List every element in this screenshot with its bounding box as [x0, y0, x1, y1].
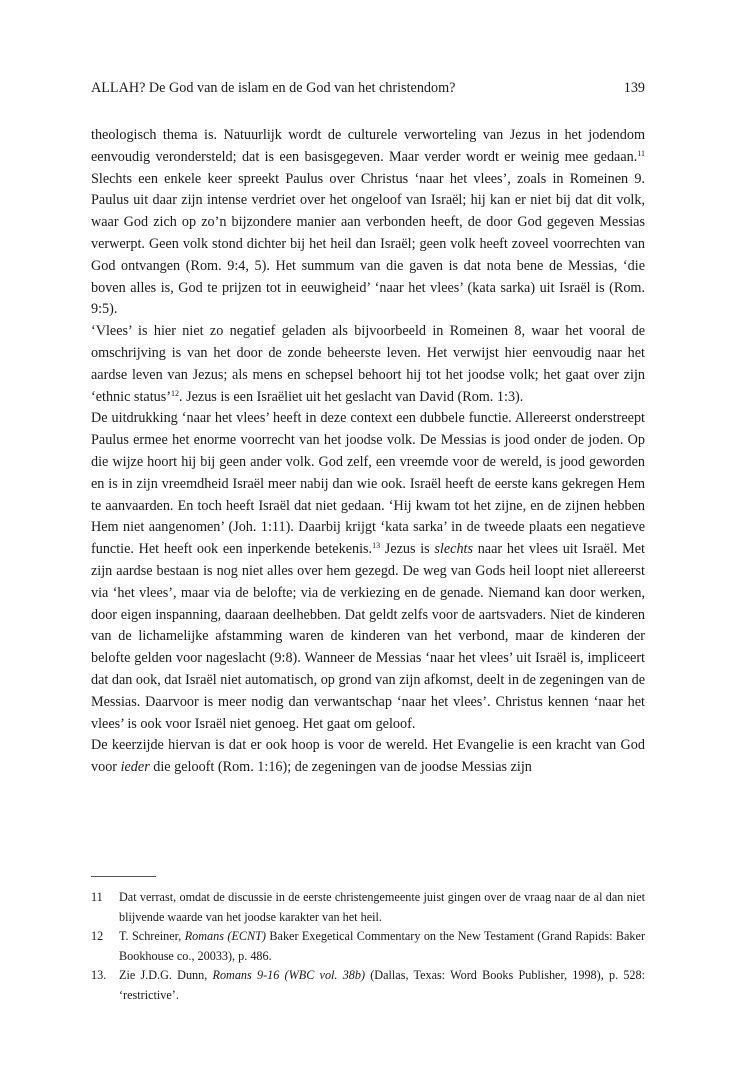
- paragraph-3: [91, 408, 645, 735]
- paragraph-4: [91, 735, 645, 779]
- emphasis-text: ieder: [120, 759, 150, 776]
- paragraph-text: Jezus is: [380, 541, 435, 558]
- footnote-text: [119, 927, 645, 966]
- paragraph-text: De keerzijde hiervan is dat er ook hoop is voor de wereld. Het Evangelie is een kracht van God voor: [91, 737, 645, 776]
- emphasis-text: slechts: [434, 541, 474, 558]
- footnote-number: 12: [91, 929, 104, 944]
- body-text: [91, 125, 645, 779]
- footnote-12: [91, 927, 645, 966]
- paragraph-text: theologisch thema is. Natuurlijk wordt de culturele verworteling van Jezus in het jodendom eenvoudig verondersteld; dat is een basisgegeven. Maar verder wordt er weinig mee gedaan.: [91, 127, 645, 165]
- footnote-text: [119, 966, 645, 1005]
- paragraph-2: [91, 321, 645, 408]
- paragraph-text: De uitdrukking ‘naar het vlees’ heeft in deze context een dubbele functie. Allereerst onderstreept Paulus ermee het enorme voorrecht van het joodse volk. De Messias is jood onder de joden. Op die wijze hoort hij bij geen ander volk. God zelf, een vreemde voor de wereld, is jood geworden en is in zijn vreemdheid Israël meer nabij dan wie ook. Israël heeft de eerste kans gekregen Hem te aanvaarden. En toch heeft Israël dat niet gedaan. ‘Hij kwam tot het zijne, en de zijnen hebben Hem niet aangenomen’ (Joh. 1:11). Daarbij krijgt ‘kata sarka’ in de tweede plaats een negatieve functie. Het heeft ook een inperkende betekenis.: [91, 410, 645, 558]
- footnotes: [91, 888, 645, 1006]
- footnote-separator: [91, 876, 156, 877]
- running-title: ALLAH? De God van de islam en de God van het christendom?: [91, 80, 456, 96]
- footnote-ref-11[interactable]: 11: [637, 148, 645, 158]
- footnote-ref-13[interactable]: 13: [372, 541, 381, 551]
- page-number: 139: [623, 80, 645, 96]
- footnote-number: 11: [91, 890, 103, 904]
- paragraph-text: Slechts een enkele keer spreekt Paulus over Christus ‘naar het vlees’, zoals in Romeinen 9. Paulus uit daar zijn intense verdriet over het ongeloof van Israël; hij kan er niet bij dat dit volk, waar God zich op zo’n bijzondere manier aan verbonden heeft, de door God gegeven Messias verwerpt. Geen volk stond dichter bij het heil dan Israël; geen volk heeft zoveel voorrechten van God ontvangen (Rom. 9:4, 5). Het summum van die gaven is dat nota bene de Messias, ‘die boven alles is, God te prijzen tot in eeuwigheid’ ‘naar het vlees’ (kata sarka) uit Israël is (Rom. 9:5).: [91, 170, 645, 318]
- paragraph-1: [91, 125, 645, 321]
- footnote-13: [91, 966, 645, 1005]
- paragraph-text: . Jezus is een Israëliet uit het geslacht van David (Rom. 1:3).: [178, 388, 524, 405]
- footnote-title-italic: Romans 9-16 (WBC vol. 38b): [212, 968, 366, 983]
- footnote-title-italic: Romans (ECNT): [184, 929, 266, 944]
- footnote-11: [91, 888, 645, 927]
- footnote-text: Dat verrast, omdat de discussie in de eerste christengemeente juist gingen over de vraag naar de al dan niet blijvende waarde van het joodse karakter van het heil.: [119, 890, 645, 924]
- paragraph-text: die gelooft (Rom. 1:16); de zegeningen van de joodse Messias zijn: [149, 759, 532, 776]
- footnote-ref-12[interactable]: 12: [170, 388, 179, 398]
- footnote-text-part: (Dallas, Texas: Word Books Publisher, 1998), p. 528: ‘restrictive’.: [119, 968, 645, 1002]
- footnote-text-part: Baker Exegetical Commentary on the New Testament (Grand Rapids: Baker Bookhouse co., 20033), p. 486.: [119, 929, 645, 963]
- footnote-text-part: Zie J.D.G. Dunn,: [119, 968, 213, 983]
- paragraph-text: naar het vlees uit Israël. Met zijn aardse bestaan is nog niet alles over hem gezegd. De weg van Gods heil loopt niet allereerst via ‘het vlees’, maar via de belofte; via de verkiezing en de genade. Niemand kan door werken, door eigen inspanning, daaraan deelhebben. Dat geldt zelfs voor de aartsvaders. Niet de kinderen van de lichamelijke afstamming waren de kinderen van het verbond, maar de kinderen der belofte gelden voor nageslacht (9:8). Wanneer de Messias ‘naar het vlees’ uit Israël is, impliceert dat dan ook, dat Israël niet automatisch, op grond van zijn afkomst, deelt in de zegeningen van de Messias. Daarvoor is meer nodig dan verwantschap ‘naar het vlees’. Christus kennen ‘naar het vlees’ is ook voor Israël niet genoeg. Het gaat om geloof.: [91, 541, 645, 732]
- paragraph-text: ‘Vlees’ is hier niet zo negatief geladen als bijvoorbeeld in Romeinen 8, waar het vooral de omschrijving is van het door de zonde beheerste leven. Het verwijst hier eenvoudig naar het aardse leven van Jezus; als mens en schepsel behoort hij tot het joodse volk; het gaat over zijn ‘ethnic status’: [91, 323, 645, 405]
- footnote-text-part: T. Schreiner,: [119, 929, 185, 944]
- footnote-number: 13.: [91, 968, 107, 983]
